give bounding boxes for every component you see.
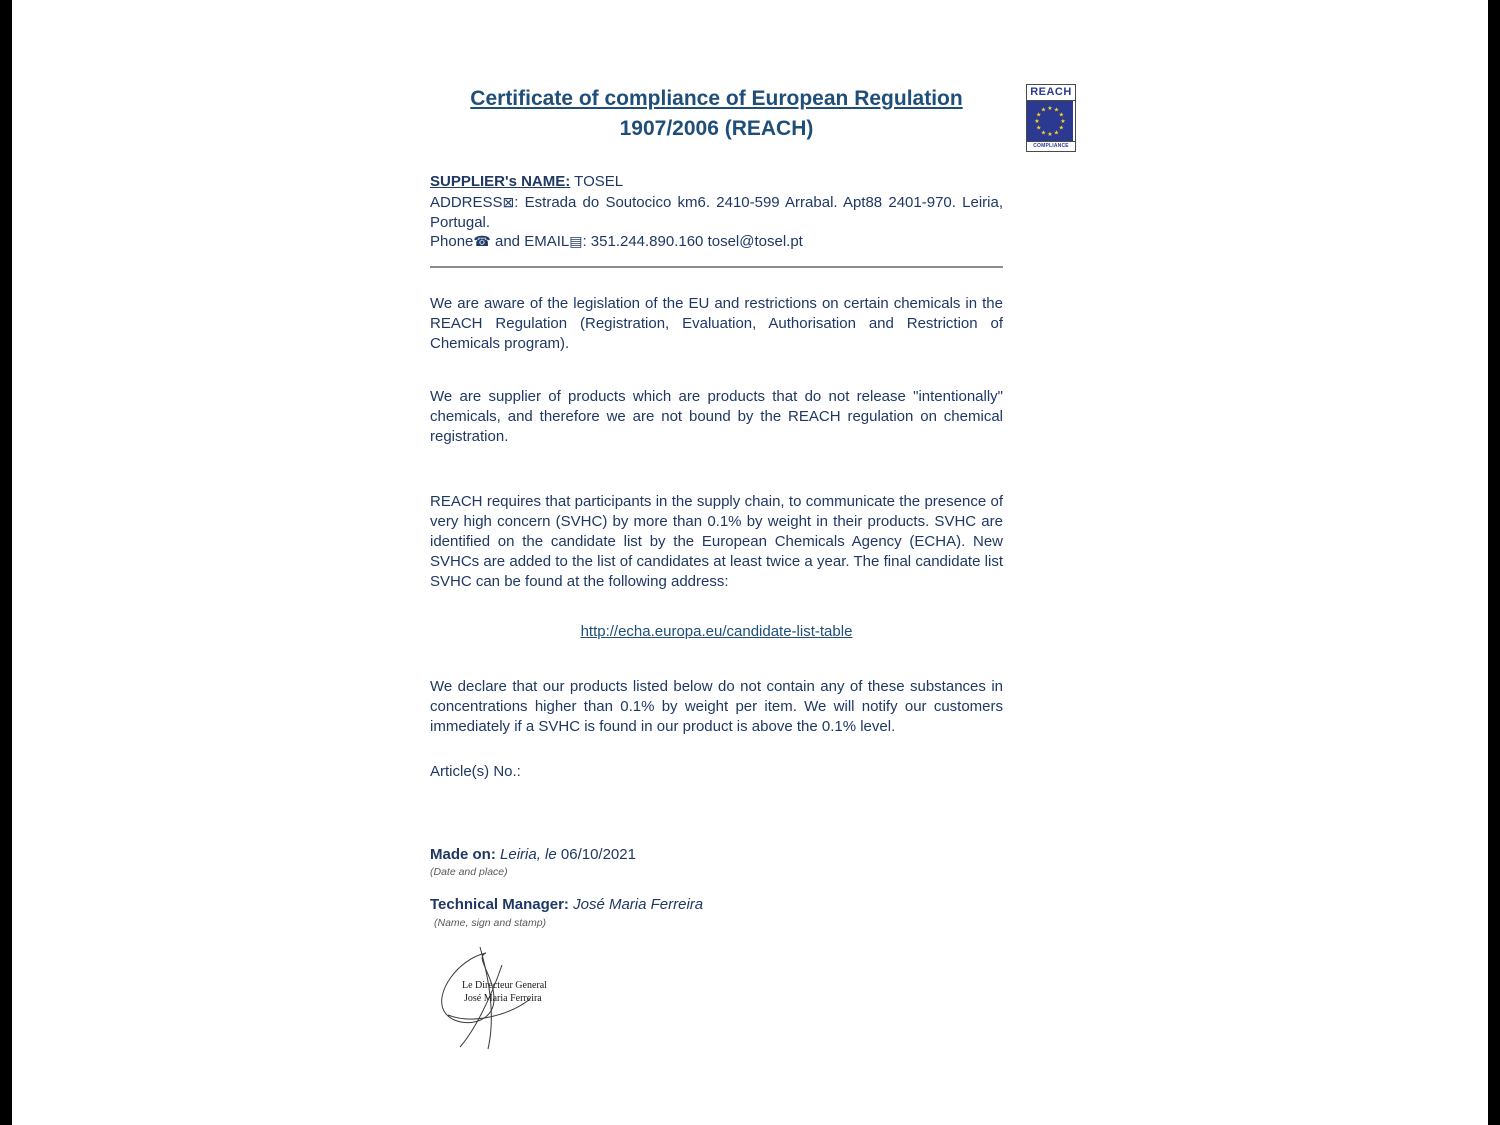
- compliance-logo-label: COMPLIANCE: [1027, 141, 1075, 151]
- signature-block: [428, 945, 563, 1053]
- article-number-line: Article(s) No.:: [430, 763, 521, 780]
- candidate-list-link[interactable]: http://echa.europa.eu/candidate-list-table: [580, 623, 853, 640]
- made-on-date: 06/10/2021: [560, 846, 636, 863]
- address-value: : Estrada do Soutocico km6. 2410-599 Arrabal. Apt88 2401-970. Leiria, Portugal.: [430, 194, 1003, 231]
- title-line-1: Certificate of compliance of European Regulation: [470, 87, 963, 110]
- svg-text:★: ★: [1058, 111, 1064, 119]
- supplier-name-line: [430, 172, 1003, 192]
- email-label: and EMAIL: [490, 233, 570, 250]
- reach-logo-label: REACH: [1027, 85, 1075, 101]
- paragraph-declaration: We declare that our products listed below do not contain any of these substances in concentrations higher than 0.1% by weight per item. We will notify our customers immediately if a SVHC is found in our product is above the 0.1% level.: [430, 678, 1003, 735]
- address-label: ADDRESS: [430, 194, 503, 211]
- paragraph-reach-awareness: We are aware of the legislation of the EU and restrictions on certain chemicals in the REACH Regulation (Registration, Evaluation, Authorisation and Restriction of Chemicals program).: [430, 295, 1003, 352]
- svg-text:★: ★: [1047, 105, 1053, 112]
- scan-border-left: [0, 0, 12, 1125]
- svg-text:★: ★: [1040, 129, 1047, 137]
- svg-text:★: ★: [1034, 118, 1040, 125]
- svg-text:★: ★: [1036, 124, 1042, 132]
- supplier-name-value: TOSEL: [574, 173, 624, 190]
- made-on-label: Made on:: [430, 846, 496, 863]
- phone-icon: ☎: [473, 233, 491, 249]
- candidate-list-link-line: [430, 622, 1003, 642]
- header-divider: [430, 266, 1003, 268]
- signature-title-text: Le Directeur General: [462, 980, 547, 991]
- envelope-icon: ⊠: [502, 194, 515, 210]
- svg-text:★: ★: [1040, 106, 1047, 114]
- paragraph-supplier-statement: We are supplier of products which are products that do not release "intentionally" chemicals, and therefore we are not bound by the REACH regulation on chemical registration.: [430, 388, 1003, 445]
- supplier-address-line: [430, 192, 1003, 233]
- technical-manager-line: [430, 895, 1003, 915]
- phone-label: Phone: [430, 233, 474, 250]
- contact-value: : 351.244.890.160 tosel@tosel.pt: [582, 233, 803, 250]
- svg-text:★: ★: [1058, 124, 1064, 132]
- name-sign-stamp-note: (Name, sign and stamp): [434, 917, 547, 929]
- fax-icon: ▤: [569, 233, 583, 249]
- svg-text:★: ★: [1053, 129, 1060, 137]
- reach-compliance-logo: [1026, 84, 1076, 152]
- svg-text:★: ★: [1060, 118, 1066, 125]
- technical-manager-name: José Maria Ferreira: [573, 896, 704, 913]
- scan-border-right: [1488, 0, 1500, 1125]
- page-title: [430, 84, 1003, 144]
- paragraph-svhc-requirements: REACH requires that participants in the supply chain, to communicate the presence of very high concern (SVHC) by more than 0.1% by weight in their products. SVHC are identified on the candidate list by the European Chemicals Agency (ECHA). New SVHCs are added to the list of candidates at least twice a year. The final candidate list SVHC can be found at the following address:: [430, 493, 1003, 590]
- signature-name-text: José Maria Ferreira: [464, 993, 542, 1004]
- svg-text:★: ★: [1053, 106, 1060, 114]
- made-on-place: Leiria, le: [500, 846, 557, 863]
- made-on-line: [430, 845, 1003, 865]
- title-line-2: 1907/2006 (REACH): [619, 117, 814, 140]
- technical-manager-label: Technical Manager:: [430, 896, 569, 913]
- date-place-note: (Date and place): [430, 866, 508, 878]
- eu-flag-stars-icon: [1027, 101, 1073, 141]
- svg-text:★: ★: [1036, 111, 1042, 119]
- svg-text:★: ★: [1047, 131, 1053, 138]
- supplier-name-label: SUPPLIER's NAME:: [430, 173, 571, 190]
- supplier-contact-line: [430, 231, 1003, 252]
